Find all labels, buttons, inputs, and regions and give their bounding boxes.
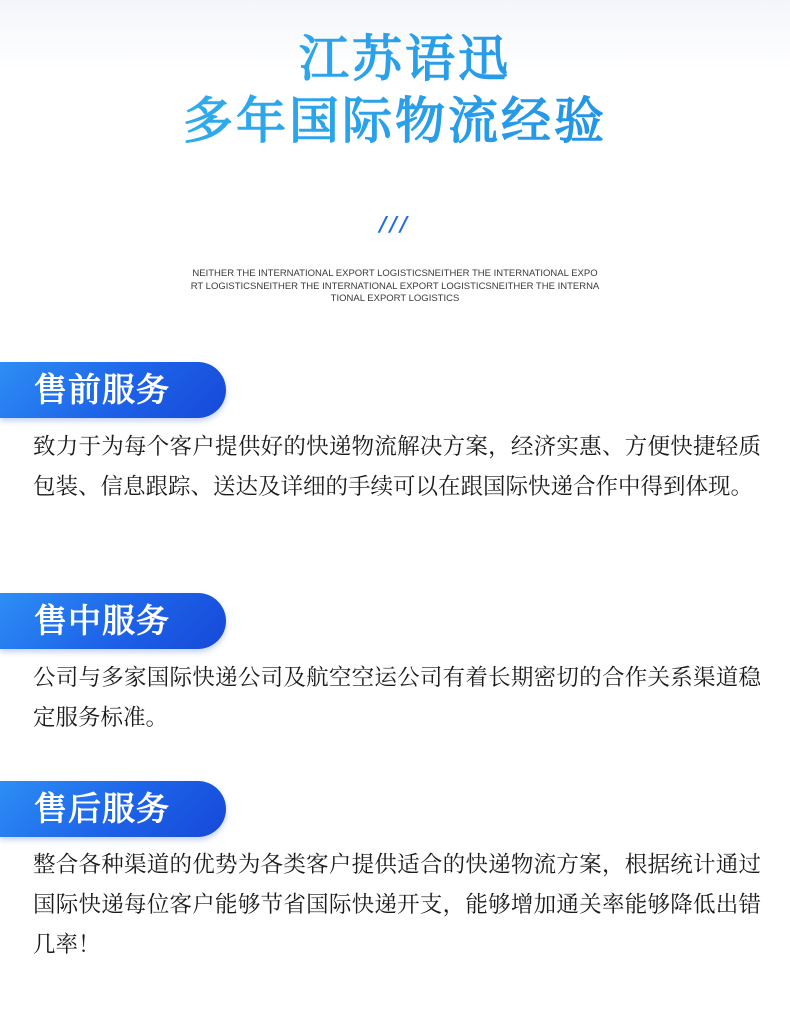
decorative-slashes: /// (379, 212, 411, 236)
section-tab-insale (0, 593, 226, 649)
english-tagline: NEITHER THE INTERNATIONAL EXPORT LOGISTICSNEITHER THE INTERNATIONAL EXPORT LOGISTICSNEITHER THE INTERNATIONAL EXPORT LOGISTICSNEITHER THE INTERNATIONAL EXPORT LOGISTICS (190, 268, 600, 304)
page-title: 江苏语迅 (20, 28, 790, 90)
page-subtitle-heading: 多年国际物流经验 (0, 90, 790, 152)
section-body-aftersale: 整合各种渠道的优势为各类客户提供适合的快递物流方案，根据统计通过国际快递每位客户能够节省国际快递开支，能够增加通关率能够降低出错几率！ (33, 852, 761, 958)
section-body-presale: 致力于为每个客户提供好的快递物流解决方案，经济实惠、方便快捷轻质包装、信息跟踪、送达及详细的手续可以在跟国际快递合作中得到体现。 (33, 434, 761, 500)
section-title-presale: 售前服务 (34, 370, 170, 409)
section-title-insale: 售中服务 (34, 601, 170, 640)
section-title-aftersale: 售后服务 (34, 789, 170, 828)
section-tab-presale (0, 362, 226, 418)
section-body-insale: 公司与多家国际快递公司及航空空运公司有着长期密切的合作关系渠道稳定服务标准。 (33, 665, 761, 731)
page-header (0, 28, 790, 152)
section-tab-aftersale (0, 781, 226, 837)
